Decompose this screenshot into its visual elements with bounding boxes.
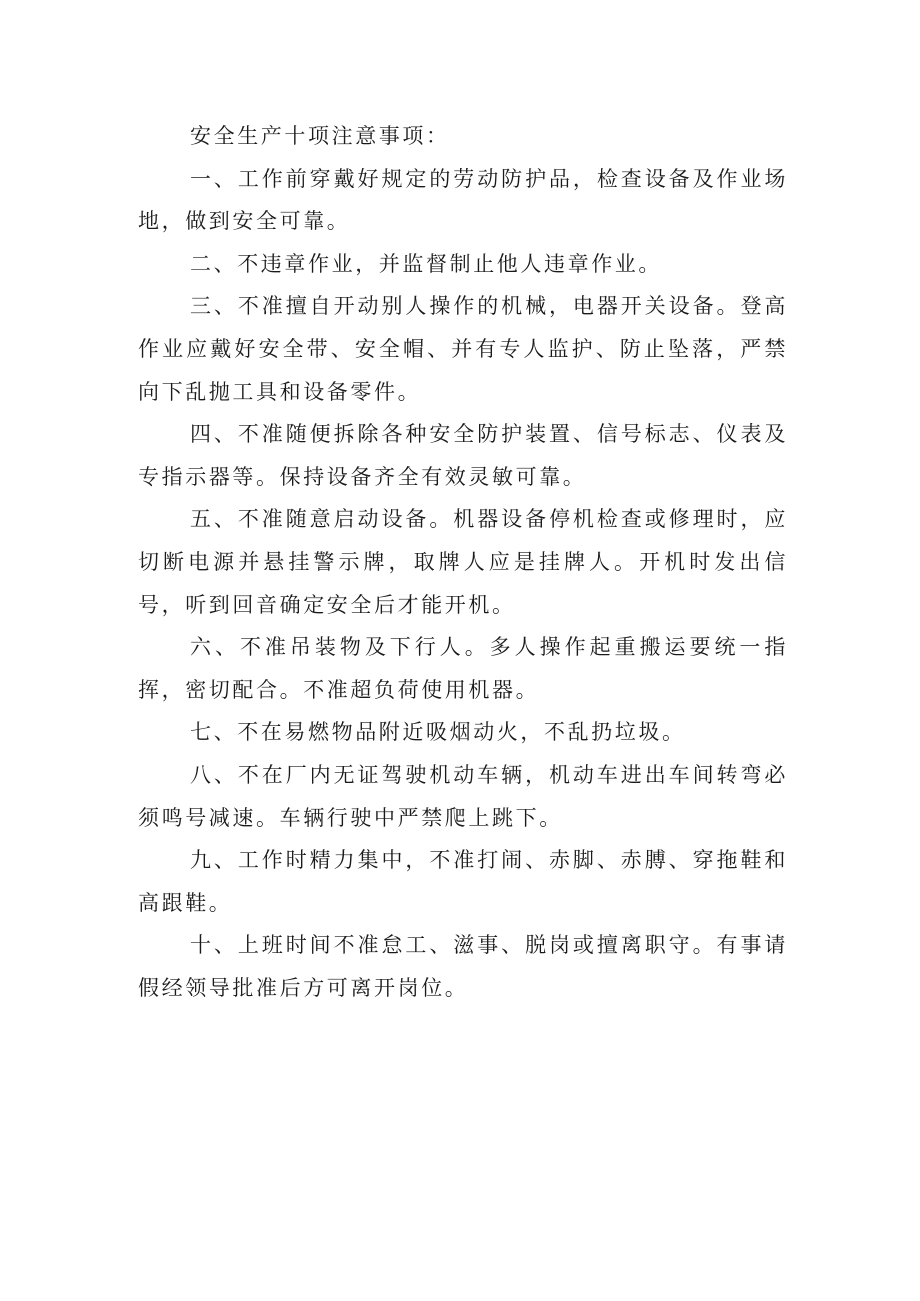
document-heading: 安全生产十项注意事项： [190, 124, 450, 148]
rule-item-8: 八、不在厂内无证驾驶机动车辆，机动车进出车间转弯必须鸣号减速。车辆行驶中严禁爬上跳下。 [138, 762, 788, 830]
rule-item-10: 十、上班时间不准怠工、滋事、脱岗或擅离职守。有事请假经领导批准后方可离开岗位。 [138, 933, 788, 1000]
document-body [138, 115, 788, 1009]
rule-item-1: 一、工作前穿戴好规定的劳动防护品，检查设备及作业场地，做到安全可靠。 [138, 166, 788, 234]
rule-item-6: 六、不准吊装物及下行人。多人操作起重搬运要统一指挥，密切配合。不准超负荷使用机器。 [138, 635, 788, 702]
rule-item-9: 九、工作时精力集中，不准打闹、赤脚、赤膊、穿拖鞋和高跟鞋。 [138, 848, 788, 915]
rule-item-4: 四、不准随便拆除各种安全防护装置、信号标志、仪表及专指示器等。保持设备齐全有效灵敏可靠。 [138, 422, 788, 489]
rule-item-7: 七、不在易燃物品附近吸烟动火，不乱扔垃圾。 [190, 720, 686, 745]
rule-item-5: 五、不准随意启动设备。机器设备停机检查或修理时，应切断电源并悬挂警示牌，取牌人应是挂牌人。开机时发出信号，听到回音确定安全后才能开机。 [138, 507, 788, 617]
rule-item-3: 三、不准擅自开动别人操作的机械，电器开关设备。登高作业应戴好安全带、安全帽、并有专人监护、防止坠落，严禁向下乱抛工具和设备零件。 [138, 294, 788, 404]
rule-item-2: 二、不违章作业，并监督制止他人违章作业。 [190, 251, 662, 276]
